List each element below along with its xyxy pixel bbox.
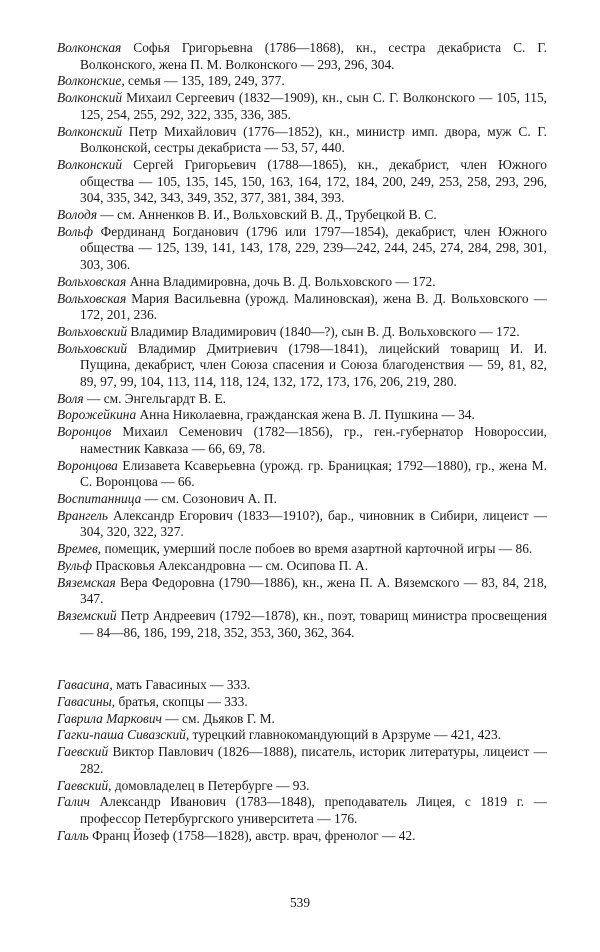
entry-text: семья — 135, 189, 249, 377.: [124, 73, 285, 89]
index-entry: [57, 73, 547, 90]
entry-text: Анна Николаевна, гражданская жена В. Л. Пушкина — 34.: [136, 407, 475, 423]
index-section-g: [57, 677, 547, 844]
entry-text: — см. Дьяков Г. М.: [161, 710, 275, 726]
entry-text: Михаил Сергеевич (1832—1909), кн., сын С. Г. Волконского — 105, 115, 125, 254, 255, 292, 322, 335, 336, 385.: [80, 90, 547, 122]
entry-name: Ворожейкина: [57, 407, 137, 423]
entry-name: Вольф: [57, 223, 93, 239]
index-entry: [57, 794, 547, 827]
entry-text: Прасковья Александровна — см. Осипова П. А.: [92, 557, 369, 573]
index-entry: [57, 274, 547, 291]
entry-name: Вульф: [57, 557, 93, 573]
index-entry: [57, 608, 547, 641]
entry-text: Александр Егорович (1833—1910?), бар., чиновник в Сибири, лицеист — 304, 320, 322, 327.: [80, 507, 547, 540]
entry-name: Вольховская: [57, 273, 127, 289]
entry-name: Галич: [57, 794, 90, 810]
index-entry: [57, 677, 547, 694]
entry-text: Сергей Григорьевич (1788—1865), кн., декабрист, член Южного общества — 105, 135, 145, 150, 163, 164, 172, 184, 200, 249, 253, 258, 293, 296, 304, 335, 342, 343, 349, 352, 377, 381, 384, 393.: [80, 156, 547, 206]
index-entry: [57, 828, 547, 845]
entry-text: Софья Григорьевна (1786—1868), кн., сестра декабриста С. Г. Волконского, жена П. М. Волконского — 293, 296, 304.: [80, 40, 547, 72]
entry-name: Гавасины,: [57, 694, 116, 710]
index-entry: [57, 778, 547, 795]
index-entry: [57, 694, 547, 711]
entry-text: Владимир Владимирович (1840—?), сын В. Д. Вольховского — 172.: [127, 323, 520, 339]
entry-text: — см. Созонович А. П.: [141, 490, 277, 506]
entry-text: Виктор Павлович (1826—1888), писатель, историк литературы, лицеист — 282.: [80, 744, 547, 776]
entry-text: — см. Анненков В. И., Вольховский В. Д., Трубецкой В. С.: [97, 207, 437, 223]
entry-name: Вольховский: [57, 323, 128, 339]
entry-text: Анна Владимировна, дочь В. Д. Вольховского — 172.: [126, 273, 436, 289]
entry-name: Воля: [57, 390, 84, 406]
entry-name: Гагки-паша Сивазский,: [57, 727, 190, 743]
index-section-v: [57, 40, 547, 641]
index-entry: [57, 727, 547, 744]
entry-text: Александр Иванович (1783—1848), преподаватель Лицея, с 1819 г. — профессор Петербургского университета — 176.: [80, 794, 547, 826]
entry-text: домовладелец в Петербурге — 93.: [111, 777, 310, 793]
entry-text: Михаил Семенович (1782—1856), гр., ген.-губернатор Новороссии, наместник Кавказа — 66, 69, 78.: [80, 424, 547, 456]
index-entry: [57, 124, 547, 157]
entry-text: Фердинанд Богданович (1796 или 1797—1854), декабрист, член Южного общества — 125, 139, 141, 143, 178, 229, 239—242, 244, 245, 274, 284, 298, 301, 303, 306.: [80, 223, 547, 273]
entry-text: Франц Йозеф (1758—1828), австр. врач, френолог — 42.: [88, 827, 416, 843]
index-entry: [57, 744, 547, 777]
entry-text: Петр Андреевич (1792—1878), кн., поэт, товарищ министра просвещения — 84—86, 186, 199, 218, 352, 353, 360, 362, 364.: [80, 607, 547, 640]
index-entry: [57, 324, 547, 341]
index-entry: [57, 458, 547, 491]
entry-name: Галль: [57, 827, 89, 843]
index-entry: [57, 558, 547, 575]
index-entry: [57, 341, 547, 391]
entry-name: Волконский: [57, 123, 123, 139]
index-page: [57, 40, 547, 844]
entry-text: помещик, умерший после побоев во время азартной карточной игры — 86.: [101, 541, 533, 557]
index-entry: [57, 541, 547, 558]
entry-name: Воспитанница: [57, 490, 142, 506]
page-number: 539: [289, 895, 311, 910]
entry-name: Гаевский,: [57, 777, 112, 793]
entry-name: Вольховская: [57, 290, 127, 306]
entry-name: Времев,: [57, 541, 102, 557]
entry-name: Гаврила Маркович: [57, 710, 162, 726]
index-entry: [57, 424, 547, 457]
entry-name: Волконский: [57, 156, 123, 172]
entry-text: Елизавета Ксаверьевна (урожд. гр. Браницкая; 1792—1880), гр., жена М. С. Воронцова — 66.: [80, 457, 547, 490]
index-entry: [57, 207, 547, 224]
index-entry: [57, 291, 547, 324]
index-entry: [57, 508, 547, 541]
entry-text: Владимир Дмитриевич (1798—1841), лицейский товарищ И. И. Пущина, декабрист, член Союза спасения и Союза благоденствия — 59, 81, 82, 89, 97, 99, 104, 113, 114, 118, 124, 132, 172, 173, 176, 206, 219, 280.: [80, 340, 547, 390]
entry-name: Гавасина,: [57, 677, 113, 693]
index-entry: [57, 575, 547, 608]
entry-text: Вера Федоровна (1790—1886), кн., жена П. А. Вяземского — 83, 84, 218, 347.: [80, 574, 547, 607]
entry-text: Петр Михайлович (1776—1852), кн., министр имп. двора, муж С. Г. Волконской, сестры декабриста — 53, 57, 440.: [80, 123, 547, 156]
entry-text: Мария Васильевна (урожд. Малиновская), жена В. Д. Вольховского — 172, 201, 236.: [80, 290, 547, 323]
entry-text: — см. Энгельгардт В. Е.: [83, 390, 226, 406]
index-entry: [57, 391, 547, 408]
entry-name: Вольховский: [57, 340, 128, 356]
index-entry: [57, 407, 547, 424]
index-entry: [57, 157, 547, 207]
entry-name: Володя: [57, 207, 98, 223]
entry-name: Волконский: [57, 90, 123, 106]
entry-text: мать Гавасиных — 333.: [112, 677, 251, 693]
entry-name: Воронцов: [57, 424, 112, 440]
index-entry: [57, 90, 547, 123]
entry-text: братья, скопцы — 333.: [115, 694, 248, 710]
index-entry: [57, 711, 547, 728]
entry-name: Гаевский: [57, 744, 109, 760]
index-entry: [57, 491, 547, 508]
entry-name: Волконские,: [57, 73, 125, 89]
entry-name: Воронцова: [57, 457, 118, 473]
entry-name: Волконская: [57, 40, 122, 55]
index-entry: [57, 224, 547, 274]
entry-name: Врангель: [57, 507, 108, 523]
entry-name: Вяземский: [57, 607, 117, 623]
index-entry: [57, 40, 547, 73]
section-gap: [57, 641, 547, 677]
entry-text: турецкий главнокомандующий в Арзруме — 421, 423.: [189, 727, 502, 743]
entry-name: Вяземская: [57, 574, 116, 590]
